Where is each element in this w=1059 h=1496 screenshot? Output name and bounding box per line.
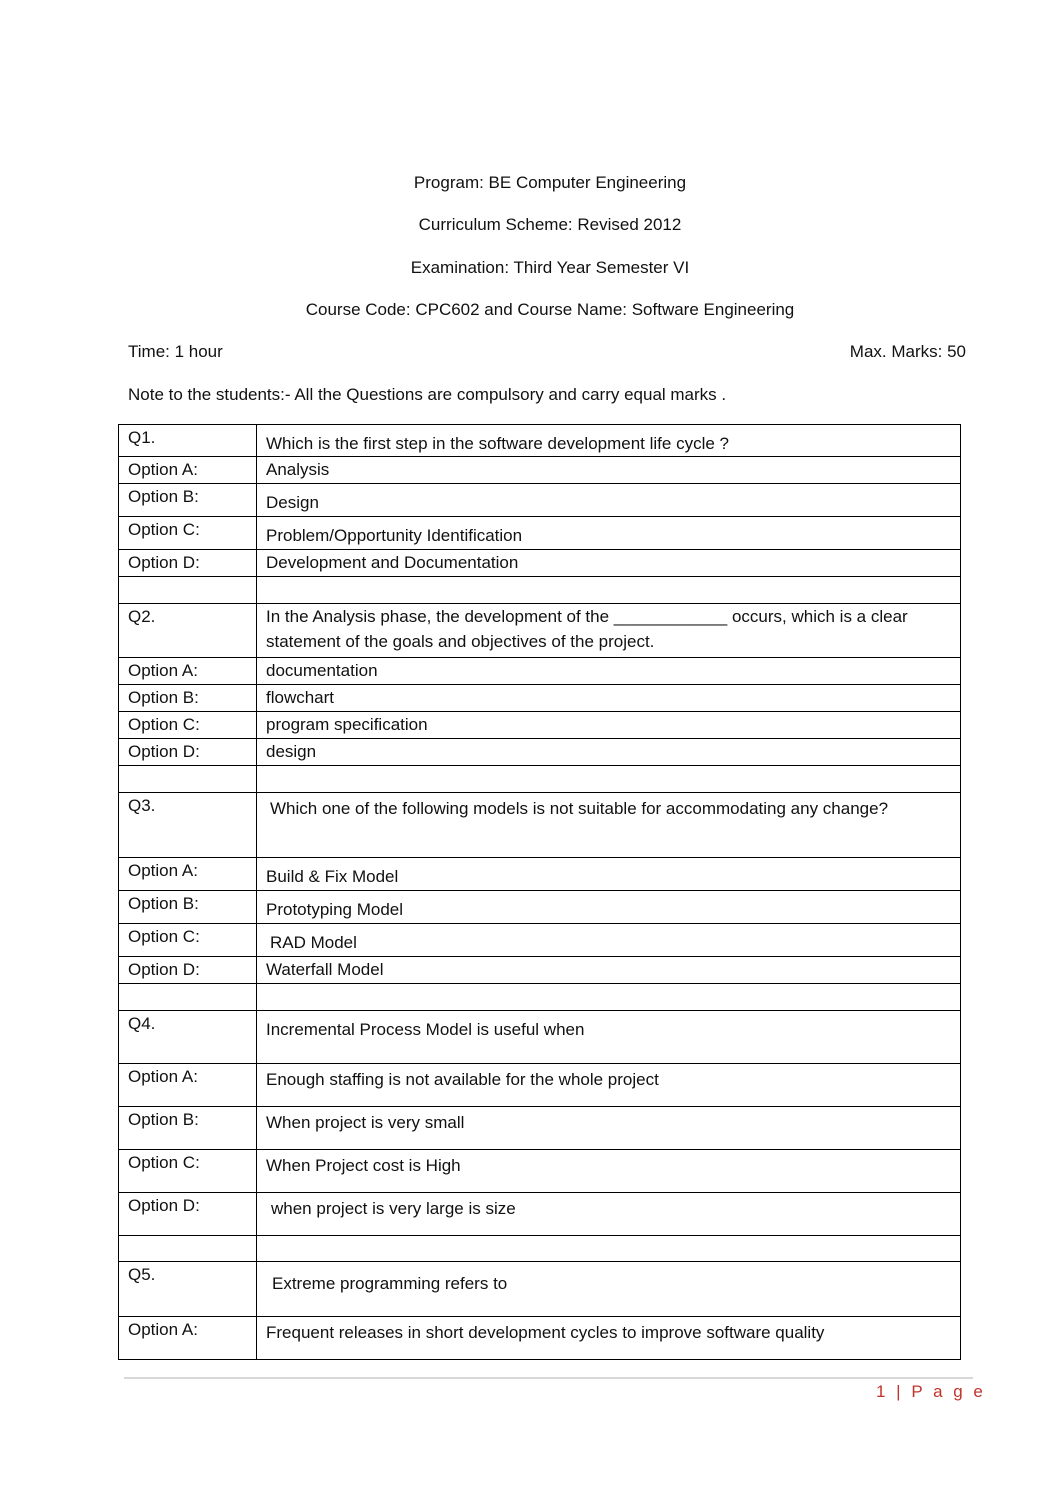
row-text: design	[257, 739, 961, 766]
row-text: Problem/Opportunity Identification	[257, 517, 961, 550]
row-label: Option A:	[119, 457, 257, 484]
table-row	[119, 858, 961, 891]
max-marks-label: Max. Marks: 50	[849, 342, 966, 361]
row-text: When project is very small	[257, 1107, 961, 1150]
table-row	[119, 739, 961, 766]
row-label: Option A:	[119, 1317, 257, 1360]
row-text: documentation	[257, 658, 961, 685]
program-title: Program: BE Computer Engineering	[413, 173, 687, 192]
table-row	[119, 685, 961, 712]
row-label: Option A:	[119, 1064, 257, 1107]
row-label	[119, 984, 257, 1011]
row-text: Frequent releases in short development cycles to improve software quality	[257, 1317, 961, 1360]
row-text: Development and Documentation	[257, 550, 961, 577]
curriculum-scheme: Curriculum Scheme: Revised 2012	[418, 215, 682, 234]
row-label: Q5.	[119, 1262, 257, 1317]
row-label: Q2.	[119, 604, 257, 658]
table-row	[119, 658, 961, 685]
row-text	[257, 577, 961, 604]
table-row	[119, 1011, 961, 1064]
table-row	[119, 1193, 961, 1236]
row-label: Option D:	[119, 1193, 257, 1236]
row-label	[119, 577, 257, 604]
table-row	[119, 924, 961, 957]
row-text: Build & Fix Model	[257, 858, 961, 891]
row-text: When Project cost is High	[257, 1150, 961, 1193]
row-text: RAD Model	[257, 924, 961, 957]
row-text: Incremental Process Model is useful when	[257, 1011, 961, 1064]
row-label: Option C:	[119, 924, 257, 957]
table-row	[119, 891, 961, 924]
note-to-students: Note to the students:- All the Questions are compulsory and carry equal marks .	[128, 385, 727, 404]
row-text	[257, 984, 961, 1011]
table-row	[119, 425, 961, 457]
row-text: Design	[257, 484, 961, 517]
row-label: Q4.	[119, 1011, 257, 1064]
row-label: Option B:	[119, 484, 257, 517]
table-row	[119, 604, 961, 658]
row-label: Option C:	[119, 712, 257, 739]
row-label: Q1.	[119, 425, 257, 457]
row-label: Option B:	[119, 685, 257, 712]
row-text: Analysis	[257, 457, 961, 484]
row-label: Option C:	[119, 1150, 257, 1193]
table-row	[119, 457, 961, 484]
row-text: Which is the first step in the software development life cycle ?	[257, 425, 961, 457]
question-table	[118, 424, 961, 1360]
row-label: Option A:	[119, 658, 257, 685]
table-row	[119, 793, 961, 858]
row-text: flowchart	[257, 685, 961, 712]
row-text: Prototyping Model	[257, 891, 961, 924]
row-text	[257, 766, 961, 793]
row-label: Option B:	[119, 1107, 257, 1150]
page-number: 1 | P a g e	[876, 1382, 986, 1401]
row-text: program specification	[257, 712, 961, 739]
table-row	[119, 1107, 961, 1150]
table-row	[119, 1262, 961, 1317]
row-text: Waterfall Model	[257, 957, 961, 984]
row-label	[119, 1236, 257, 1262]
row-text	[257, 1236, 961, 1262]
row-text: Extreme programming refers to	[257, 1262, 961, 1317]
footer-divider	[124, 1377, 973, 1379]
row-label: Option B:	[119, 891, 257, 924]
course-title: Course Code: CPC602 and Course Name: Software Engineering	[305, 300, 795, 319]
row-label	[119, 766, 257, 793]
row-label: Option C:	[119, 517, 257, 550]
row-label: Option A:	[119, 858, 257, 891]
table-row	[119, 984, 961, 1011]
row-label: Option D:	[119, 550, 257, 577]
table-row	[119, 712, 961, 739]
table-row	[119, 1150, 961, 1193]
table-row	[119, 550, 961, 577]
row-label: Q3.	[119, 793, 257, 858]
table-row	[119, 484, 961, 517]
table-row	[119, 766, 961, 793]
table-row	[119, 957, 961, 984]
row-label: Option D:	[119, 957, 257, 984]
table-row	[119, 577, 961, 604]
table-row	[119, 1236, 961, 1262]
examination-title: Examination: Third Year Semester VI	[410, 258, 690, 277]
row-text: Enough staffing is not available for the whole project	[257, 1064, 961, 1107]
time-label: Time: 1 hour	[128, 342, 223, 361]
row-text: when project is very large is size	[257, 1193, 961, 1236]
table-row	[119, 1064, 961, 1107]
row-text: In the Analysis phase, the development of the ____________ occurs, which is a clear statement of the goals and objectives of the project.	[257, 604, 961, 658]
table-row	[119, 1317, 961, 1360]
row-text: Which one of the following models is not suitable for accommodating any change?	[257, 793, 961, 858]
row-label: Option D:	[119, 739, 257, 766]
table-row	[119, 517, 961, 550]
